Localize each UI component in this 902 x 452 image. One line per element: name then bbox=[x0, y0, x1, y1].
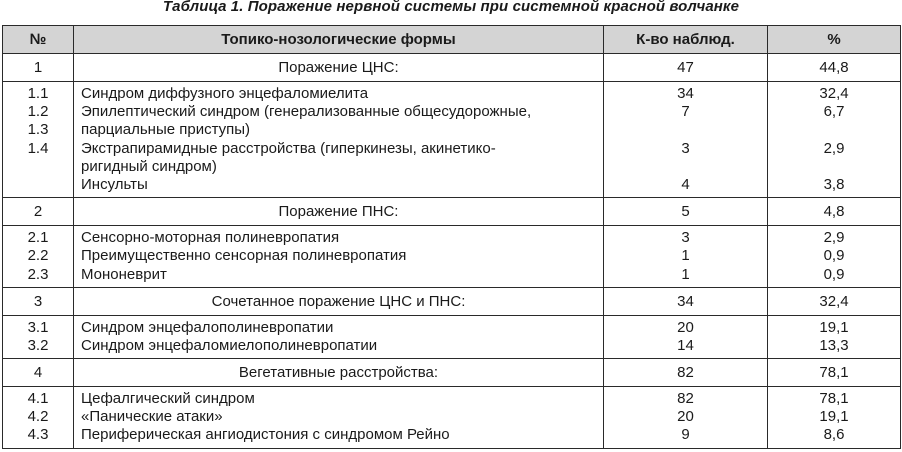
item-pcts bbox=[768, 82, 901, 198]
item-count: 82 bbox=[677, 390, 694, 408]
header-count: К-во наблюд. bbox=[604, 26, 768, 54]
item-pct: 2,9 bbox=[823, 229, 845, 247]
item-num: 2.3 bbox=[27, 265, 49, 283]
item-form: «Панические атаки» bbox=[81, 408, 223, 426]
item-nums bbox=[3, 226, 74, 288]
item-num: 2.1 bbox=[27, 229, 49, 247]
item-pct: 2,9 bbox=[823, 139, 845, 157]
item-nums bbox=[3, 387, 74, 449]
group-row bbox=[3, 198, 901, 226]
item-count: 20 bbox=[677, 318, 694, 336]
item-pct: 0,9 bbox=[823, 247, 845, 265]
item-pct: 0,9 bbox=[823, 265, 845, 283]
item-num: 1.1 bbox=[27, 85, 49, 102]
group-pct: 44,8 bbox=[768, 54, 901, 82]
group-row bbox=[3, 54, 901, 82]
item-pcts bbox=[768, 226, 901, 288]
group-count: 82 bbox=[604, 359, 768, 387]
item-num: 4.3 bbox=[27, 426, 49, 444]
item-form: Инсульты bbox=[81, 175, 148, 193]
item-num: 2.2 bbox=[27, 247, 49, 265]
item-form: Экстрапирамидные расстройства (гиперкинезы, акинетико- bbox=[81, 139, 496, 157]
item-form: Мононеврит bbox=[81, 265, 167, 283]
group-title: Поражение ПНС: bbox=[74, 198, 604, 226]
item-form: Сенсорно-моторная полиневропатия bbox=[81, 229, 340, 247]
group-items-row bbox=[3, 226, 901, 288]
data-table bbox=[2, 25, 901, 449]
group-title: Сочетанное поражение ЦНС и ПНС: bbox=[74, 287, 604, 315]
item-form: Цефалгический синдром bbox=[81, 390, 255, 408]
item-pct: 13,3 bbox=[819, 336, 849, 354]
group-row bbox=[3, 359, 901, 387]
item-num: 3.1 bbox=[27, 318, 49, 336]
group-items-row bbox=[3, 315, 901, 358]
group-items-row bbox=[3, 82, 901, 198]
item-count: 34 bbox=[677, 85, 694, 102]
header-pct: % bbox=[768, 26, 901, 54]
item-counts bbox=[604, 82, 768, 198]
group-num: 3 bbox=[3, 287, 74, 315]
header-row bbox=[3, 26, 901, 54]
item-form-cont: парциальные приступы) bbox=[81, 121, 251, 139]
item-count: 20 bbox=[677, 408, 694, 426]
header-form: Топико-нозологические формы bbox=[74, 26, 604, 54]
group-num: 4 bbox=[3, 359, 74, 387]
item-forms bbox=[74, 226, 604, 288]
item-num: 3.2 bbox=[27, 336, 49, 354]
table-caption: Таблица 1. Поражение нервной системы при системной красной волчанке bbox=[162, 0, 740, 15]
item-form: Периферическая ангиодистония с синдромом Рейно bbox=[81, 426, 450, 444]
item-form: Синдром диффузного энцефаломиелита bbox=[81, 85, 369, 102]
item-forms bbox=[74, 387, 604, 449]
item-num: 4.2 bbox=[27, 408, 49, 426]
item-form: Синдром энцефаломиелополиневропатии bbox=[81, 336, 378, 354]
header-num: № bbox=[3, 26, 74, 54]
item-pcts bbox=[768, 387, 901, 449]
item-pct: 6,7 bbox=[823, 103, 845, 121]
item-counts bbox=[604, 315, 768, 358]
item-num: 1.4 bbox=[27, 139, 49, 157]
item-pct: 19,1 bbox=[819, 408, 849, 426]
item-count: 3 bbox=[681, 139, 690, 157]
item-counts bbox=[604, 387, 768, 449]
item-count: 14 bbox=[677, 336, 694, 354]
item-num: 1.2 bbox=[27, 103, 49, 121]
item-count: 7 bbox=[681, 103, 690, 121]
item-nums bbox=[3, 315, 74, 358]
item-form-cont: ригидный синдром) bbox=[81, 157, 217, 175]
group-count: 5 bbox=[604, 198, 768, 226]
group-pct: 32,4 bbox=[768, 287, 901, 315]
group-row bbox=[3, 287, 901, 315]
item-pct: 19,1 bbox=[819, 318, 849, 336]
item-count: 9 bbox=[681, 426, 690, 444]
item-pcts bbox=[768, 315, 901, 358]
group-pct: 78,1 bbox=[768, 359, 901, 387]
item-forms bbox=[74, 82, 604, 198]
item-count: 3 bbox=[681, 229, 690, 247]
item-form: Эпилептический синдром (генерализованные общесудорожные, bbox=[81, 103, 532, 121]
group-title: Вегетативные расстройства: bbox=[74, 359, 604, 387]
item-pct: 78,1 bbox=[819, 390, 849, 408]
item-num: 1.3 bbox=[27, 121, 49, 139]
group-pct: 4,8 bbox=[768, 198, 901, 226]
item-forms bbox=[74, 315, 604, 358]
item-pct: 8,6 bbox=[823, 426, 845, 444]
group-num: 1 bbox=[3, 54, 74, 82]
item-counts bbox=[604, 226, 768, 288]
item-count: 4 bbox=[681, 175, 690, 193]
item-nums bbox=[3, 82, 74, 198]
item-pct: 3,8 bbox=[823, 175, 845, 193]
group-num: 2 bbox=[3, 198, 74, 226]
item-form: Преимущественно сенсорная полиневропатия bbox=[81, 247, 407, 265]
item-num: 4.1 bbox=[27, 390, 49, 408]
item-count: 1 bbox=[681, 265, 690, 283]
group-title: Поражение ЦНС: bbox=[74, 54, 604, 82]
group-count: 47 bbox=[604, 54, 768, 82]
item-count: 1 bbox=[681, 247, 690, 265]
item-form: Синдром энцефалополиневропатии bbox=[81, 318, 334, 336]
group-count: 34 bbox=[604, 287, 768, 315]
item-pct: 32,4 bbox=[819, 85, 849, 102]
group-items-row bbox=[3, 387, 901, 449]
